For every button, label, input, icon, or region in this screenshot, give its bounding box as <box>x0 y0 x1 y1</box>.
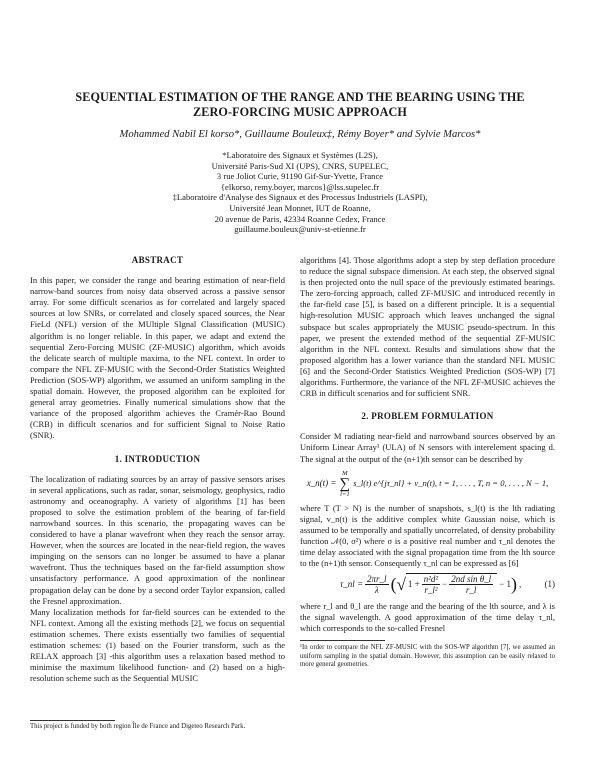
introduction-paragraph: Many localization methods for far-field sources can be extended to the NFL context. Among all the existing methods [2], we focus on sequential estimation schemes. There exists essentially two families of sequential estimation schemes: (1) based on the Fourier transform, such as the RELAX approach [3] -this algorithm uses a relaxation based method to minimise the maximum likelihood function- and (2) based on a high-resolution scheme such as the Sequential MUSIC <box>30 606 285 684</box>
affiliation-line: ‡Laboratoire d'Analyse des Signaux et des Processus Industriels (LASPI), <box>172 192 428 203</box>
summation-symbol <box>340 470 351 498</box>
radicand <box>406 573 497 595</box>
affiliation-line: 3 rue Joliot Curie, 91190 Gif-Sur-Yvette, France <box>216 171 384 182</box>
paper-title <box>40 90 560 120</box>
sum-upper-limit: M <box>342 469 348 477</box>
fresnel-paragraph: where r_l and θ_l are the range and the bearing of the lth source, and λ is the signal wavelength. A good approximation of the time delay τ_nl, which corresponds to the so-called Fresnel <box>300 601 555 634</box>
ula-footnote: ¹In order to compare the NFL ZF-MUSIC with the SOS-WP algorithm [7], we assumed an uniform sampling in the spatial domain. However, this assumption can be easily relaxed to more general geometries. <box>300 644 555 669</box>
abstract-text: In this paper, we consider the range and bearing estimation of near-field narrow-band sources from noisy data observed across a passive sensor array. For some difficult scenarios as for correlated and largely spaced sources at low SNRs, or correlated and closely spaced sources, the Near FieLd (NFL) version of the MUltiple SIgnal Classification (MUSIC) algorithm is no longer reliable. In this paper, we adapt and extend the sequential Zero-Forcing MUSIC (ZF-MUSIC) algorithm, which avoids the delicate search of multiple maxima, to the NFL context. In order to compare the NFL ZF-MUSIC with the Second-Order Statistics Weighted Prediction (SOS-WP) algorithm, we assumed an uniform sampling in the spatial domain. However, the proposed algorithm can be exploited for general array geometries. Finally numerical simulations show that the variance of the proposed algorithm achieves the Cramér-Rao Bound (CRB) in difficult scenarios and for sufficient Signal to Noise Ratio (SNR). <box>30 275 285 441</box>
affiliation-line: Université Paris-Sud XI (UPS), CNRS, SUPELEC, <box>211 160 389 171</box>
delay-paragraph: where T (T > N) is the number of snapshots, s_l(t) is the lth radiating signal, v_n(t) is the additive complex white Gaussian noise, which is assumed to be temporally and spatially uncorrelated, of density probability function 𝒩(0, σ²) where σ is a positive real number and τ_nl denotes the time delay associated with the signal propagation time from the lth source to the (n+1)th sensor. Consequently τ_nl can be expressed as [6] <box>300 502 555 569</box>
author-list: Mohammed Nabil El korso*, Guillaume Bouleux‡, Rémy Boyer* and Sylvie Marcos* <box>119 129 481 140</box>
footnote-rule <box>300 640 385 641</box>
fraction-denominator: r_l <box>465 585 477 596</box>
affiliation-line: *Laboratoire des Signaux et Systèmes (L2S), <box>222 150 378 160</box>
one-term: 1 + <box>407 579 420 590</box>
sigma-icon: ∑ <box>339 475 351 492</box>
comma: , <box>518 578 522 589</box>
equation-lhs: x_n(t) = <box>306 478 337 489</box>
fraction <box>422 574 440 595</box>
intro-continuation: algorithms [4]. Those algorithms adopt a step by step deflation procedure to reduce the signal subspace dimension. At each step, the observed signal is then projected onto the null space of the previously estimated bearings. The zero-forcing approach, called ZF-MUSIC and introduced recently in the far-field case [5], is based on a different principle. It is a sequential high-resolution MUSIC approach which leaves unchanged the signal subspace but scales appropriately the MUSIC pseudo-spectrum. In this paper, we present the extended method of the sequential ZF-MUSIC algorithm in the NFL context. Results and simulations show that the proposed algorithm has a lower variance than the standard NFL MUSIC [6] and the Second-Order Statistics Weighted Prediction (SOS-WP) [7] algorithms. Furthermore, the variance of the NFL ZF-MUSIC achieves the CRB in difficult scenarios and for sufficient SNR. <box>300 255 555 399</box>
sum-lower-limit: l=1 <box>340 490 350 498</box>
funding-footnote: This project is funded by both region Île de France and Digeteo Research Park. <box>30 723 246 730</box>
equation-rhs: s_l(t) e^{jτ_nl} + v_n(t), t = 1, . . . , T, n = 0, . . . , N − 1, <box>353 478 549 489</box>
fraction <box>365 574 389 595</box>
fraction-numerator: n²d² <box>423 574 439 585</box>
delay-lhs: τ_nl = <box>340 578 364 589</box>
introduction-heading: 1. INTRODUCTION <box>114 453 201 464</box>
right-paren-icon: ) <box>510 573 517 594</box>
introduction-paragraph: The localization of radiating sources by an array of passive sensors arises in several applications, such as radar, sonar, seismology, geophysics, radio astronomy and oceanography. A variety of algorithms [1] has been proposed to solve the estimation problem of the bearing of far-field narrowband sources. In this scenario, the propagating waves can be considered to have a planar wavefront when they reach the sensor array. However, when the sources are located in the near-field region, the waves impinging on the sensors can no longer be assumed to have a planar wavefront. Thus the techniques based on the far-field assumption show unsatisfactory performance. A good approximation of the nonlinear propagation delay can be done by a second order Taylor expansion, called the Fresnel approximation. <box>30 473 285 606</box>
model-paragraph: Consider M radiating near-field and narrowband sources observed by an Uniform Linear Array¹ (ULA) of N sensors with interelement spacing d. The signal at the output of the (n+1)th sensor can be described by <box>300 431 555 464</box>
affiliations <box>120 150 480 235</box>
title-line-2: ZERO-FORCING MUSIC APPROACH <box>193 105 407 119</box>
fraction-denominator: r_l² <box>424 585 438 596</box>
fraction <box>449 574 493 595</box>
footnote-rule <box>30 720 115 721</box>
title-line-1: SEQUENTIAL ESTIMATION OF THE RANGE AND THE BEARING USING THE <box>75 90 525 104</box>
fraction-denominator: λ <box>374 584 379 595</box>
abstract-heading: ABSTRACT <box>131 255 184 265</box>
time-delay-equation <box>300 573 555 595</box>
left-column <box>30 255 285 684</box>
minus-one-term: − 1 <box>499 578 511 589</box>
fraction-numerator: 2nd sin θ_l <box>451 574 492 585</box>
affiliation-line: 20 avenue de Paris, 42334 Roanne Cedex, France <box>214 213 386 224</box>
problem-formulation-heading: 2. PROBLEM FORMULATION <box>361 411 494 422</box>
square-root-icon: √ <box>396 574 406 594</box>
left-paren-icon: ( <box>390 573 397 594</box>
fraction-numerator: 2πr_l <box>367 573 387 584</box>
affiliation-line: Université Jean Monnet, IUT de Roanne, <box>229 202 371 213</box>
equation-number: (1) <box>544 578 555 589</box>
minus-sign: − <box>442 579 448 590</box>
right-column <box>300 255 555 670</box>
affiliation-line: guillaume.bouleux@univ-st-etienne.fr <box>234 224 366 235</box>
affiliation-line: {elkorso, remy.boyer, marcos}@lss.supelec.fr <box>220 181 380 192</box>
signal-model-equation <box>300 470 555 498</box>
